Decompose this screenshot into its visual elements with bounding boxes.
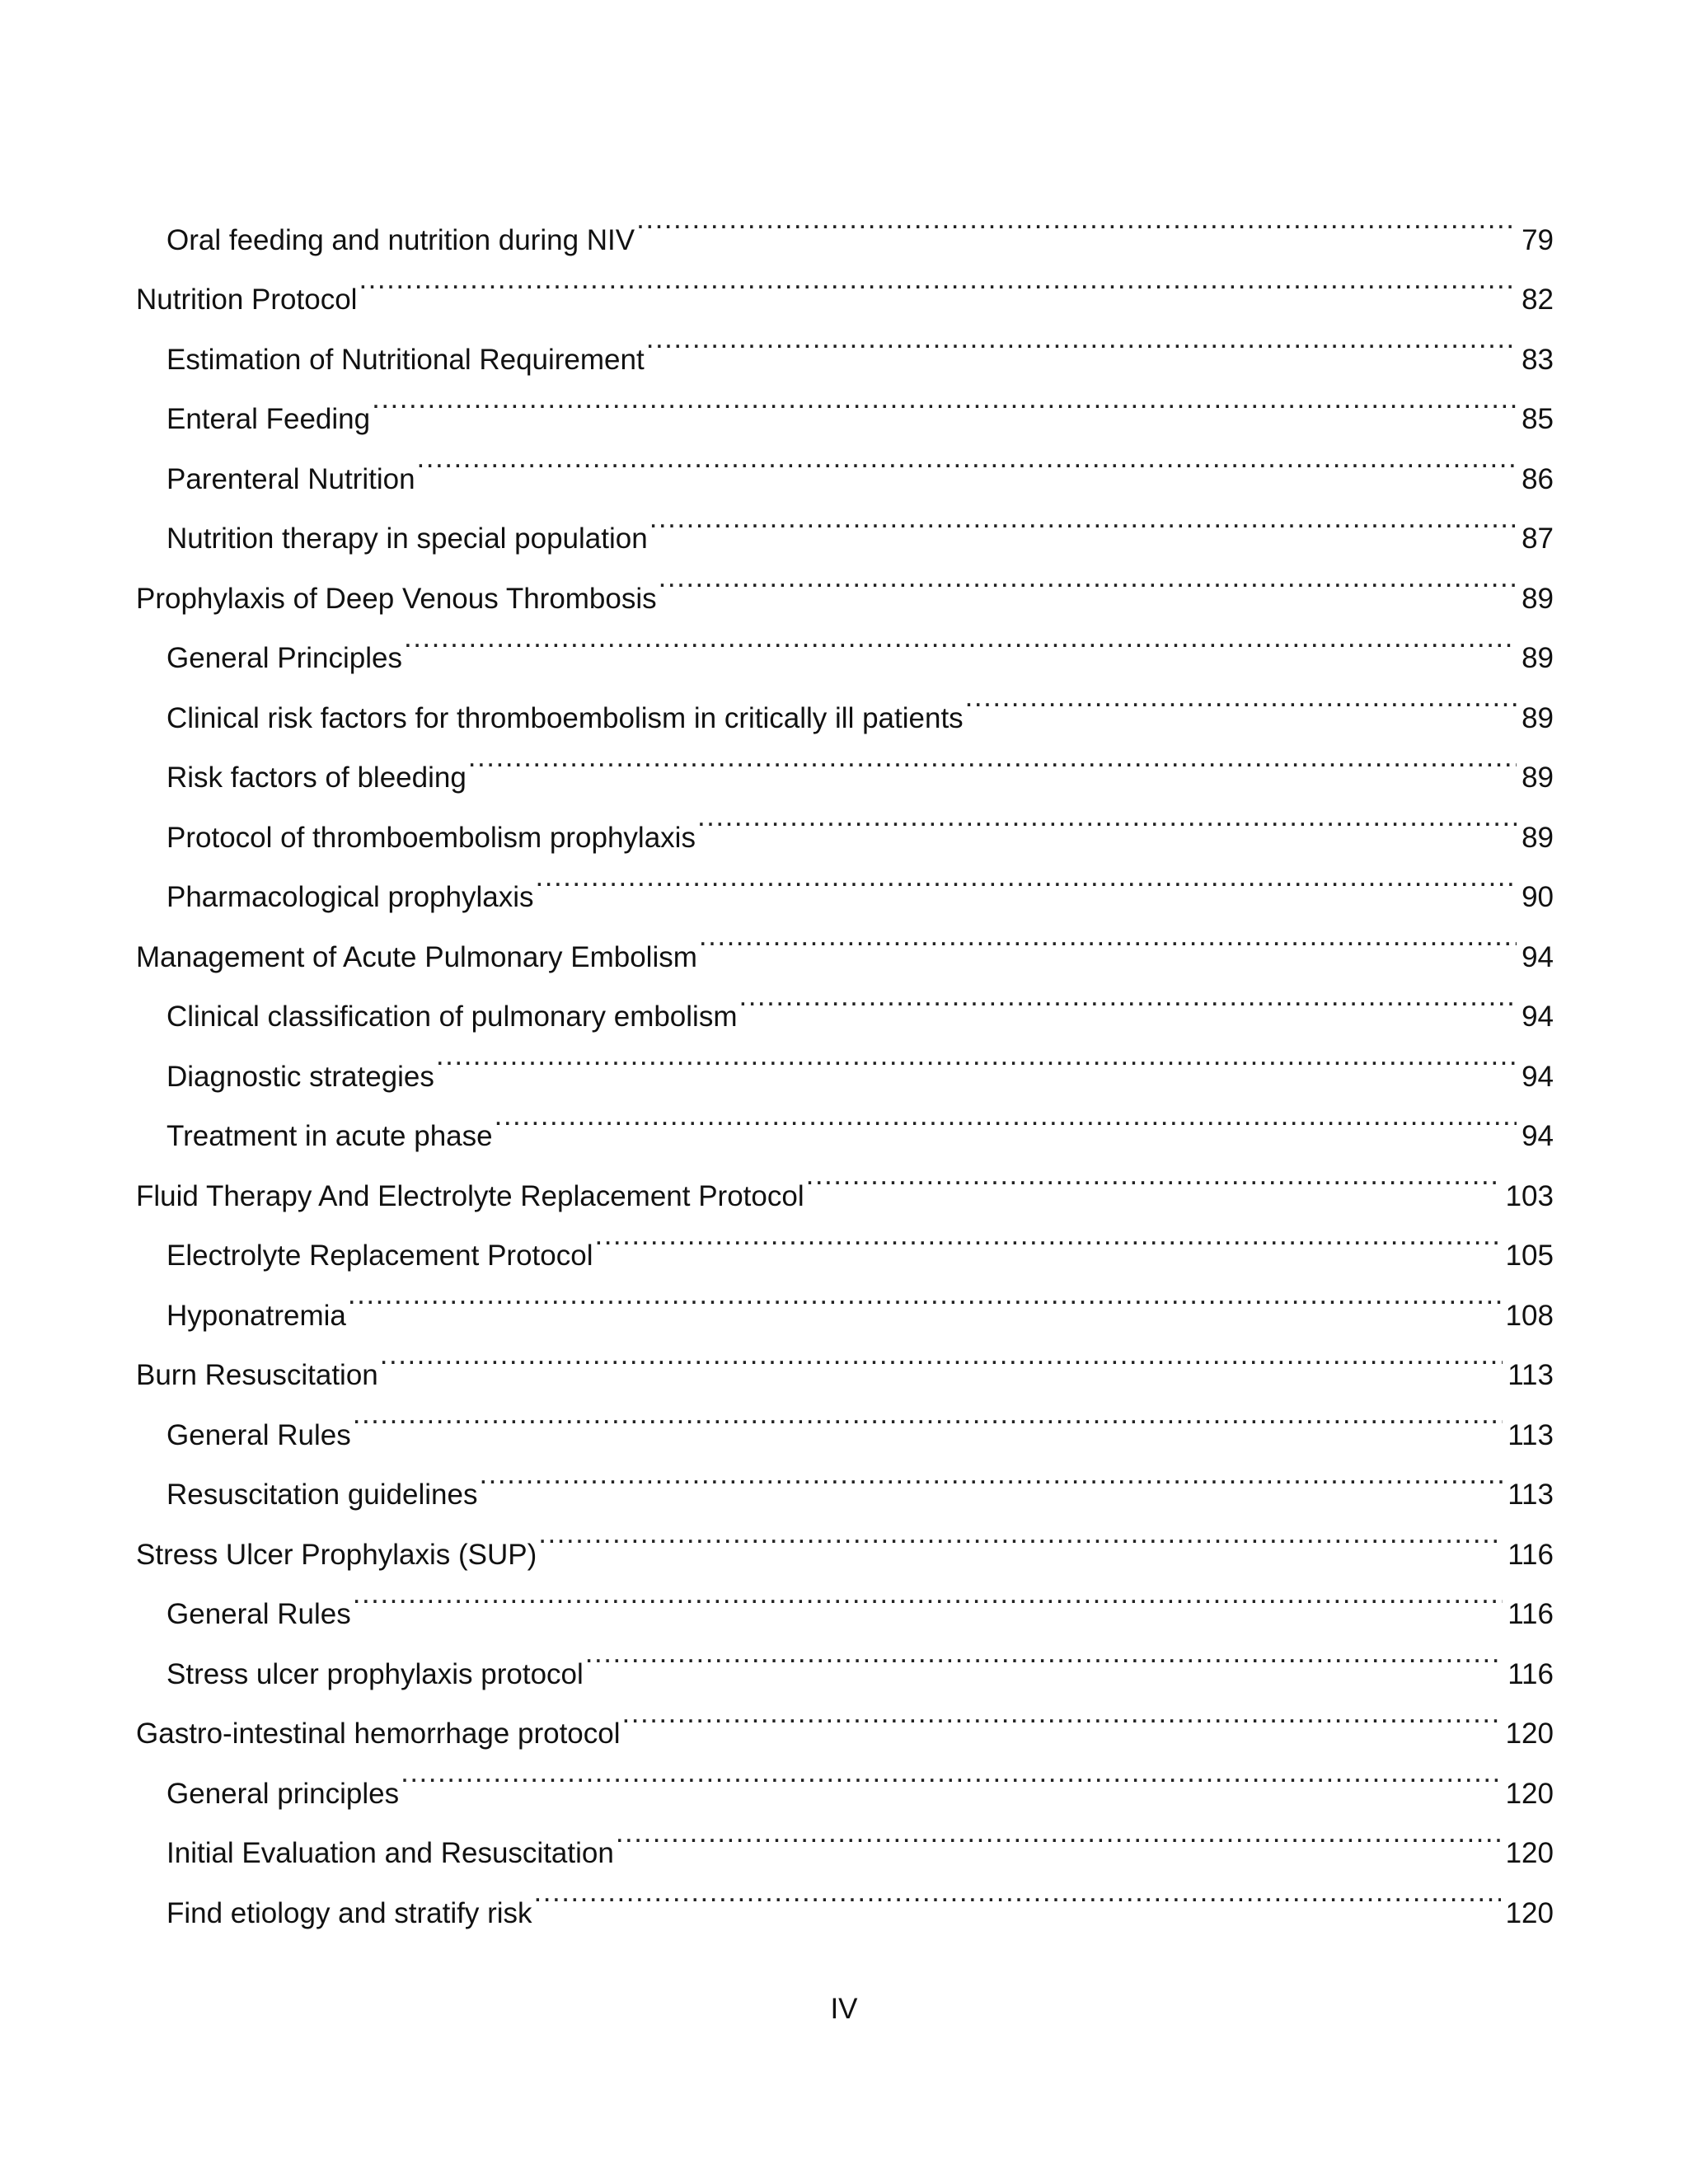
dot-leader <box>697 787 1517 847</box>
dot-leader <box>359 250 1517 310</box>
toc-entry-page-number: 94 <box>1522 1120 1554 1152</box>
toc-entry-title: General principles <box>166 1777 400 1810</box>
dot-leader <box>417 429 1517 489</box>
toc-entry-page-number: 89 <box>1522 821 1554 854</box>
toc-entry-page-number: 87 <box>1522 523 1554 555</box>
toc-entry-page-number: 94 <box>1522 940 1554 973</box>
dot-leader <box>495 1086 1517 1146</box>
dot-leader <box>636 190 1517 250</box>
dot-leader <box>622 1684 1501 1744</box>
toc-entry-title: Parenteral Nutrition <box>166 462 415 495</box>
dot-leader <box>380 1325 1503 1385</box>
toc-entry-page-number: 94 <box>1522 1060 1554 1093</box>
dot-leader <box>616 1803 1501 1863</box>
toc-entry-page-number: 105 <box>1505 1240 1554 1272</box>
dot-leader <box>436 1026 1517 1086</box>
dot-leader <box>534 1863 1501 1923</box>
toc-entry-title: Prophylaxis of Deep Venous Thrombosis <box>136 582 657 615</box>
toc-entry-page-number: 86 <box>1522 462 1554 495</box>
dot-leader <box>353 1385 1503 1445</box>
page-number: IV <box>830 1993 858 2025</box>
toc-entry-title: Clinical risk factors for thromboembolism in critically ill patients <box>166 701 964 734</box>
toc-entry-title: Protocol of thromboembolism prophylaxis <box>166 821 696 854</box>
toc-entry-title: General Rules <box>166 1598 351 1630</box>
toc-entry-title: Estimation of Nutritional Requirement <box>166 343 645 376</box>
dot-leader <box>372 369 1517 429</box>
toc-entry-title: Diagnostic strategies <box>166 1060 434 1093</box>
dot-leader <box>646 309 1517 369</box>
toc-entry-page-number: 113 <box>1507 1479 1554 1511</box>
dot-leader <box>738 967 1517 1027</box>
toc-entry-title: Find etiology and stratify risk <box>166 1896 532 1929</box>
toc-entry-title: Resuscitation guidelines <box>166 1479 478 1511</box>
toc-entry-title: Treatment in acute phase <box>166 1120 493 1152</box>
toc-entry-page-number: 103 <box>1505 1179 1554 1212</box>
dot-leader <box>401 1743 1501 1803</box>
toc-entry-title: Burn Resuscitation <box>136 1359 378 1391</box>
toc-entry-page-number: 89 <box>1522 701 1554 734</box>
dot-leader <box>468 728 1517 788</box>
dot-leader <box>649 489 1517 549</box>
toc-entry-title: Enteral Feeding <box>166 403 371 435</box>
dot-leader <box>965 668 1517 728</box>
toc-entry-page-number: 120 <box>1505 1718 1554 1750</box>
toc-entry[interactable] <box>136 190 1554 256</box>
toc-entry-page-number: 94 <box>1522 1001 1554 1033</box>
toc-entry-title: Nutrition Protocol <box>136 284 358 316</box>
dot-leader <box>585 1624 1503 1684</box>
dot-leader <box>348 1265 1501 1325</box>
toc-entry-title: Risk factors of bleeding <box>166 762 467 794</box>
toc-entry[interactable] <box>136 1325 1554 1391</box>
toc-entry-page-number: 120 <box>1505 1777 1554 1810</box>
toc-entry-page-number: 85 <box>1522 403 1554 435</box>
toc-entry-page-number: 116 <box>1507 1538 1554 1571</box>
toc-entry-page-number: 113 <box>1507 1359 1554 1391</box>
table-of-contents <box>136 190 1554 1929</box>
toc-entry-page-number: 120 <box>1505 1837 1554 1869</box>
toc-entry-page-number: 83 <box>1522 343 1554 376</box>
toc-entry-title: Clinical classification of pulmonary embolism <box>166 1001 738 1033</box>
toc-entry-page-number: 116 <box>1507 1657 1554 1690</box>
toc-entry-title: Management of Acute Pulmonary Embolism <box>136 940 697 973</box>
toc-entry-title: Stress Ulcer Prophylaxis (SUP) <box>136 1538 537 1571</box>
dot-leader <box>538 1504 1503 1564</box>
dot-leader <box>536 847 1517 907</box>
dot-leader <box>404 608 1517 668</box>
toc-entry-page-number: 120 <box>1505 1896 1554 1929</box>
toc-entry-title: Stress ulcer prophylaxis protocol <box>166 1657 584 1690</box>
toc-entry-page-number: 113 <box>1507 1418 1554 1451</box>
toc-entry-title: General Principles <box>166 642 402 674</box>
dot-leader <box>659 548 1517 608</box>
toc-entry-page-number: 108 <box>1505 1299 1554 1332</box>
dot-leader <box>479 1445 1503 1505</box>
toc-entry-page-number: 79 <box>1522 223 1554 256</box>
dot-leader <box>594 1206 1500 1266</box>
toc-entry-title: Electrolyte Replacement Protocol <box>166 1240 593 1272</box>
toc-entry-page-number: 89 <box>1522 582 1554 615</box>
toc-entry-title: Nutrition therapy in special population <box>166 523 648 555</box>
toc-entry-page-number: 116 <box>1507 1598 1554 1630</box>
toc-entry-title: Fluid Therapy And Electrolyte Replacement Protocol <box>136 1179 804 1212</box>
toc-entry-title: Initial Evaluation and Resuscitation <box>166 1837 614 1869</box>
toc-entry-title: Hyponatremia <box>166 1299 346 1332</box>
dot-leader <box>699 907 1517 967</box>
toc-entry-title: Pharmacological prophylaxis <box>166 881 534 913</box>
toc-entry-title: Oral feeding and nutrition during NIV <box>166 223 635 256</box>
toc-entry-title: Gastro-intestinal hemorrhage protocol <box>136 1718 621 1750</box>
toc-entry-page-number: 90 <box>1522 881 1554 913</box>
toc-entry-page-number: 89 <box>1522 642 1554 674</box>
toc-entry-page-number: 89 <box>1522 762 1554 794</box>
toc-entry[interactable] <box>136 1265 1554 1332</box>
toc-entry-title: General Rules <box>166 1418 351 1451</box>
dot-leader <box>353 1564 1503 1624</box>
dot-leader <box>806 1146 1501 1206</box>
toc-entry-page-number: 82 <box>1522 284 1554 316</box>
